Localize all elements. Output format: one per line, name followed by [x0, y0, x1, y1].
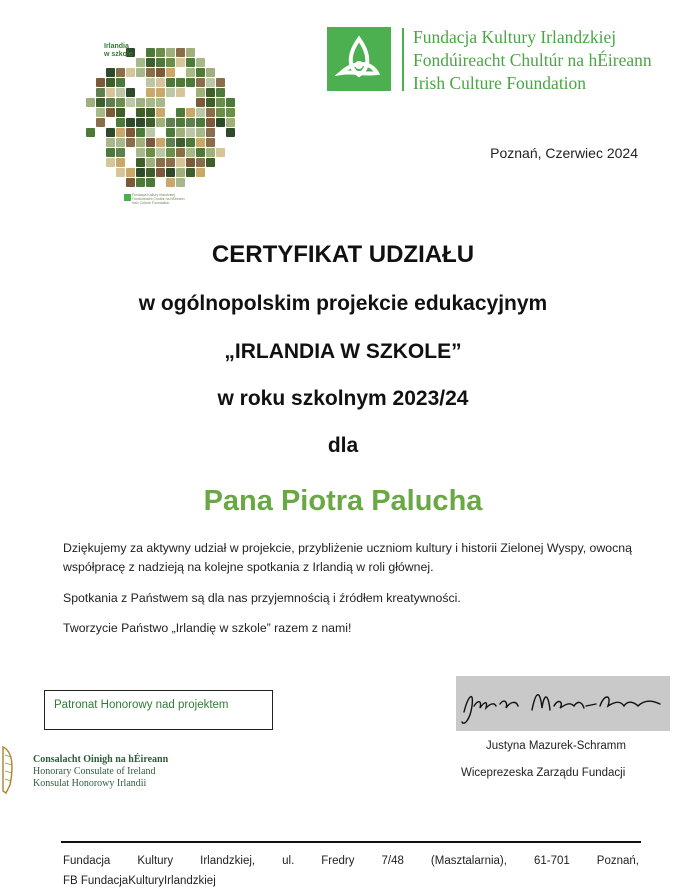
collage-photo — [166, 88, 175, 97]
collage-photo — [166, 168, 175, 177]
collage-photo — [176, 128, 185, 137]
collage-photo — [176, 58, 185, 67]
collage-photo — [136, 128, 145, 137]
certificate-for: dla — [327, 434, 359, 457]
collage-photo — [216, 148, 225, 157]
collage-photo — [116, 158, 125, 167]
footer-address: Fundacja Kultury Irlandzkiej, ul. Fredry 7/48 (Masztalarnia), 61-701 Poznań, — [63, 855, 639, 867]
collage-photo — [166, 138, 175, 147]
collage-photo — [156, 98, 165, 107]
collage-photo — [196, 128, 205, 137]
collage-photo — [136, 138, 145, 147]
collage-photo — [186, 48, 195, 57]
collage-photo — [126, 68, 135, 77]
collage-photo — [146, 68, 155, 77]
collage-photo — [86, 128, 95, 137]
collage-photo — [186, 158, 195, 167]
collage-photo — [156, 48, 165, 57]
honorary-patronage-box — [44, 690, 273, 730]
collage-photo — [146, 178, 155, 187]
collage-photo — [146, 118, 155, 127]
collage-photo — [126, 168, 135, 177]
consulate-name-ga: Consalacht Oinigh na hÉireann — [33, 754, 169, 765]
collage-photo — [156, 148, 165, 157]
collage-photo — [106, 138, 115, 147]
collage-photo — [146, 128, 155, 137]
collage-photo — [186, 168, 195, 177]
collage-photo — [206, 88, 215, 97]
collage-photo — [176, 138, 185, 147]
collage-photo — [116, 118, 125, 127]
collage-photo — [186, 148, 195, 157]
collage-photo — [196, 68, 205, 77]
foundation-name-ga: Fondúireacht Chultúr na hÉireann — [413, 50, 652, 70]
collage-photo — [116, 108, 125, 117]
collage-photo — [176, 108, 185, 117]
date-line: Poznań, Czerwiec 2024 — [490, 145, 638, 161]
collage-photo — [226, 98, 235, 107]
collage-photo — [196, 148, 205, 157]
collage-photo — [186, 78, 195, 87]
photo-collage — [86, 38, 236, 210]
triquetra-logo-icon — [327, 27, 391, 91]
collage-photo — [136, 118, 145, 127]
collage-photo — [176, 88, 185, 97]
collage-photo — [156, 118, 165, 127]
collage-photo — [196, 98, 205, 107]
collage-photo — [146, 48, 155, 57]
collage-photo — [166, 118, 175, 127]
collage-photo — [206, 78, 215, 87]
collage-photo — [96, 98, 105, 107]
collage-photo — [136, 108, 145, 117]
certificate-heading: CERTYFIKAT UDZIAŁU — [211, 241, 475, 268]
collage-photo — [226, 128, 235, 137]
collage-photo — [206, 158, 215, 167]
collage-photo — [116, 88, 125, 97]
collage-photo — [136, 58, 145, 67]
collage-photo — [96, 88, 105, 97]
collage-photo — [156, 88, 165, 97]
collage-photo — [116, 78, 125, 87]
collage-photo — [226, 118, 235, 127]
collage-photo — [116, 138, 125, 147]
collage-photo — [206, 108, 215, 117]
collage-photo — [216, 108, 225, 117]
collage-photo — [206, 128, 215, 137]
thanks-paragraph: Dziękujemy za aktywny udział w projekcie, przybliżenie uczniom kultury i historii Zielonej Wyspy, owocną współpracę z nadzieją na kolejne spotkania z Irlandią w roli głównej. — [63, 541, 632, 574]
collage-photo — [176, 148, 185, 157]
collage-photo — [146, 168, 155, 177]
certificate-project-name: „IRLANDIA W SZKOLE” — [224, 340, 462, 363]
collage-photo — [146, 78, 155, 87]
collage-photo — [156, 158, 165, 167]
collage-photo — [146, 58, 155, 67]
collage-photo — [206, 138, 215, 147]
collage-photo — [86, 98, 95, 107]
collage-photo — [186, 118, 195, 127]
collage-photo — [156, 58, 165, 67]
collage-photo — [196, 88, 205, 97]
collage-photo — [166, 128, 175, 137]
collage-photo — [186, 108, 195, 117]
collage-photo — [166, 78, 175, 87]
collage-photo — [176, 78, 185, 87]
collage-photo — [156, 168, 165, 177]
collage-photo — [186, 128, 195, 137]
signatory-name: Justyna Mazurek-Schramm — [486, 740, 626, 752]
together-paragraph: Tworzycie Państwo „Irlandię w szkole” razem z nami! — [63, 621, 352, 635]
collage-photo — [176, 178, 185, 187]
collage-photo — [206, 118, 215, 127]
collage-photo — [166, 158, 175, 167]
collage-photo — [176, 48, 185, 57]
collage-photo — [106, 98, 115, 107]
collage-photo — [196, 78, 205, 87]
collage-photo — [146, 138, 155, 147]
collage-photo — [126, 138, 135, 147]
footer-divider — [61, 841, 641, 843]
collage-photo — [106, 108, 115, 117]
collage-photo — [186, 138, 195, 147]
collage-photo — [146, 98, 155, 107]
collage-photo — [126, 128, 135, 137]
collage-photo — [196, 158, 205, 167]
certificate-project-line: w ogólnopolskim projekcie edukacyjnym — [138, 292, 548, 315]
collage-photo — [166, 48, 175, 57]
collage-photo — [116, 168, 125, 177]
collage-photo — [126, 178, 135, 187]
handwritten-signature — [456, 676, 670, 731]
collage-photo — [166, 178, 175, 187]
collage-photo — [106, 78, 115, 87]
collage-photo — [226, 108, 235, 117]
collage-photo — [116, 68, 125, 77]
collage-photo — [146, 88, 155, 97]
collage-photo — [206, 68, 215, 77]
collage-photo — [126, 98, 135, 107]
collage-photo — [216, 118, 225, 127]
collage-photo — [186, 68, 195, 77]
footer-facebook: FB FundacjaKulturyIrlandzkiej — [63, 875, 216, 887]
collage-photo — [196, 138, 205, 147]
collage-photo — [196, 168, 205, 177]
signatory-role: Wiceprezeska Zarządu Fundacji — [461, 767, 626, 779]
certificate-school-year: w roku szkolnym 2023/24 — [217, 387, 469, 410]
collage-photo — [106, 88, 115, 97]
collage-photo — [106, 128, 115, 137]
collage-photo — [206, 98, 215, 107]
collage-photo — [146, 158, 155, 167]
collage-title: Irlandia w szkole — [104, 43, 133, 58]
collage-photo — [146, 148, 155, 157]
collage-photo — [216, 78, 225, 87]
pleasure-paragraph: Spotkania z Państwem są dla nas przyjemnością i źródłem kreatywności. — [63, 591, 461, 605]
collage-photo — [156, 68, 165, 77]
collage-photo — [166, 58, 175, 67]
collage-photo — [136, 98, 145, 107]
collage-photo — [156, 138, 165, 147]
collage-photo — [106, 68, 115, 77]
consulate-name-pl: Konsulat Honorowy Irlandii — [33, 778, 147, 789]
collage-photo — [136, 168, 145, 177]
collage-photo — [156, 78, 165, 87]
collage-photo — [166, 148, 175, 157]
foundation-name-pl: Fundacja Kultury Irlandzkiej — [413, 27, 617, 47]
collage-photo — [126, 118, 135, 127]
collage-photo — [96, 108, 105, 117]
collage-photo — [186, 58, 195, 67]
collage-photo — [216, 98, 225, 107]
collage-photo — [176, 118, 185, 127]
collage-photo — [96, 118, 105, 127]
collage-photo — [136, 158, 145, 167]
recipient-name: Pana Piotra Palucha — [203, 485, 483, 517]
collage-photo — [136, 68, 145, 77]
consulate-name-en: Honorary Consulate of Ireland — [33, 766, 156, 777]
collage-photo — [156, 108, 165, 117]
collage-photo — [176, 168, 185, 177]
collage-photo — [196, 58, 205, 67]
collage-photo — [196, 108, 205, 117]
collage-photo — [136, 178, 145, 187]
collage-photo — [106, 148, 115, 157]
collage-photo — [146, 108, 155, 117]
collage-footer-logo-icon — [124, 194, 131, 201]
collage-photo — [126, 88, 135, 97]
collage-photo — [196, 118, 205, 127]
collage-photo — [176, 158, 185, 167]
collage-photo — [216, 88, 225, 97]
collage-photo — [206, 148, 215, 157]
collage-photo — [116, 128, 125, 137]
foundation-name-en: Irish Culture Foundation — [413, 73, 587, 93]
honorary-patronage-label: Patronat Honorowy nad projektem — [54, 699, 229, 711]
collage-photo — [116, 98, 125, 107]
collage-photo — [116, 148, 125, 157]
collage-photo — [106, 158, 115, 167]
logo-divider — [402, 28, 404, 91]
collage-photo — [136, 148, 145, 157]
collage-photo — [166, 68, 175, 77]
harp-emblem-icon — [0, 745, 16, 795]
collage-footer-text: Fundacja Kultury Irlandzkiej Fondúireacht Chultúr na hÉireann Irish Culture Foundation — [132, 193, 185, 205]
collage-photo — [96, 78, 105, 87]
